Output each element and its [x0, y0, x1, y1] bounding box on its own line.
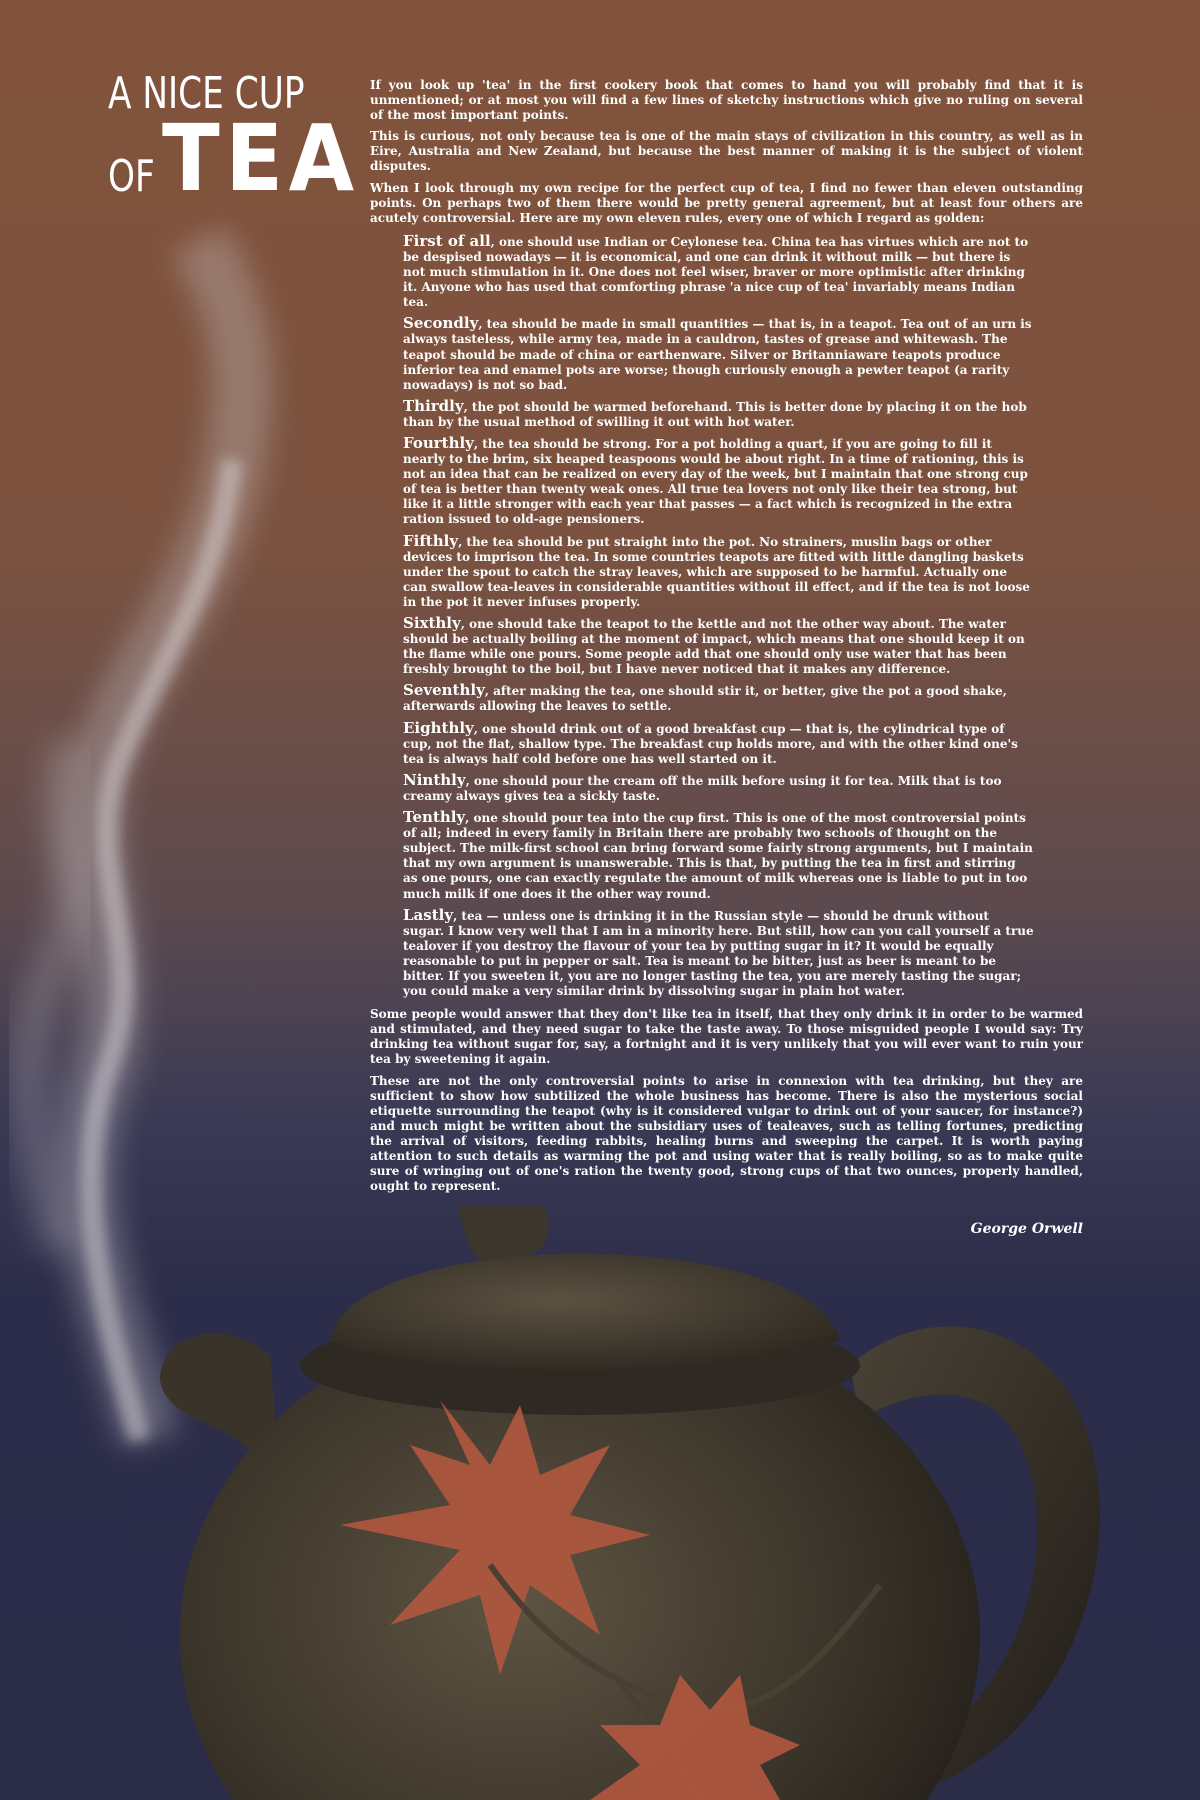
title-tea: TEA [161, 105, 360, 212]
rule-item [403, 396, 1034, 430]
rule-text: , one should take the teapot to the kettle and not the other way about. The water should be actually boiling at the moment of impact, which means that one should keep it on the flame while one pours. Some people add that one should only use water that has been freshly brought to the boil, but I have never noticed that it makes any difference. [403, 617, 1025, 677]
intro-paragraph: If you look up 'tea' in the first cookery book that comes to hand you will probably find that it is unmentioned; or at most you will find a few lines of sketchy instructions which give no ruling on several of the most important points. [370, 78, 1083, 123]
title-line-nice-cup: A NICE CUP [108, 68, 305, 119]
rule-item [403, 316, 1034, 392]
rule-item [403, 770, 1034, 804]
rule-lead: Lastly [403, 905, 454, 924]
article-body [370, 78, 1083, 1237]
rule-item [403, 810, 1034, 902]
rule-item [403, 718, 1034, 767]
rule-lead: Ninthly [403, 770, 466, 789]
rule-text: , the tea should be put straight into the pot. No strainers, muslin bags or other devices to imprison the tea. In some countries teapots are fitted with little dangling baskets under the spout to catch the stray leaves, which are supposed to be harmful. Actually one can swallow tea-leaves in considerable quantities without ill effect, and if the tea is not loose in the pot it never infuses properly. [403, 534, 1030, 609]
rule-lead: Secondly [403, 314, 479, 333]
intro-paragraph: When I look through my own recipe for the perfect cup of tea, I find no fewer than eleven outstanding points. On perhaps two of them there would be pretty general agreement, but at least four others are acutely controversial. Here are my own eleven rules, every one of which I regard as golden: [370, 180, 1083, 225]
rule-lead: Sixthly [403, 614, 461, 632]
rule-item [403, 616, 1034, 677]
rule-text: , tea should be made in small quantities — that is, in a teapot. Tea out of an urn is always tasteless, while army tea, made in a cauldron, tastes of grease and whitewash. The teapot should be made of china or earthenware. Silver or Britanniaware teapots produce inferior tea and enamel pots are worse; though curiously enough a pewter teapot (a rarity nowadays) is not so bad. [403, 317, 1032, 392]
rule-item [403, 231, 1034, 310]
rule-text: , one should pour the cream off the milk before using it for tea. Milk that is too creamy always gives tea a sickly taste. [403, 773, 1002, 803]
rule-text: , one should drink out of a good breakfast cup — that is, the cylindrical type of cup, not the flat, shallow type. The breakfast cup holds more, and with the other kind one's tea is always half cold before one has well started on it. [403, 721, 1018, 766]
rule-lead: First of all [403, 231, 491, 250]
closing-paragraph: These are not the only controversial points to arise in connexion with tea drinking, but they are sufficient to show how subtilized the whole business has become. There is also the mysterious social etiquette surrounding the teapot (why is it considered vulgar to drink out of your saucer, for instance?) and much might be written about the subsidiary uses of tealeaves, such as telling fortunes, predicting the arrival of visitors, feeding rabbits, healing burns and sweeping the carpet. It is worth paying attention to such details as warming the pot and using water that is really boiling, so as to make quite sure of wringing out of one's ration the twenty good, strong cups of that two ounces, properly handled, ought to represent. [370, 1073, 1083, 1194]
rule-lead: Fourthly [403, 433, 474, 452]
intro-paragraph: This is curious, not only because tea is one of the main stays of civilization in this country, as well as in Eire, Australia and New Zealand, but because the best manner of making it is the subject of violent disputes. [370, 129, 1083, 174]
rule-text: , the tea should be strong. For a pot holding a quart, if you are going to fill it nearly to the brim, six heaped teaspoons would be about right. In a time of rationing, this is not an idea that can be realized on every day of the week, but I maintain that one strong cup of tea is better than twenty weak ones. All true tea lovers not only like their tea strong, but like it a little stronger with each year that passes — a fact which is recognized in the extra ration issued to old-age pensioners. [403, 436, 1028, 527]
poster-title [108, 68, 360, 212]
teapot-illustration [160, 1205, 1150, 1800]
closing-paragraph: Some people would answer that they don't like tea in itself, that they only drink it in order to be warmed and stimulated, and they need sugar to take the taste away. To those misguided people I would say: Try drinking tea without sugar for, say, a fortnight and it is very unlikely that you will ever want to ruin your tea by sweetening it again. [370, 1007, 1083, 1067]
rule-text: , tea — unless one is drinking it in the Russian style — should be drunk without sugar. I know very well that I am in a minority here. But still, how can you call yourself a true tealover if you destroy the flavour of your tea by putting sugar in it? It would be equally reasonable to put in pepper or salt. Tea is meant to be bitter, just as beer is meant to be bitter. If you sweeten it, you are no longer tasting the tea, you are merely tasting the sugar; you could make a very similar drink by dissolving sugar in plain hot water. [403, 908, 1034, 999]
rule-item [403, 531, 1034, 610]
rules-list [370, 231, 1083, 999]
rule-item [403, 433, 1034, 528]
rule-text: , the pot should be warmed beforehand. This is better done by placing it on the hob than by the usual method of swilling it out with hot water. [403, 399, 1027, 429]
rule-text: , one should use Indian or Ceylonese tea. China tea has virtues which are not to be despised nowadays — it is economical, and one can drink it without milk — but there is not much stimulation in it. One does not feel wiser, braver or more optimistic after drinking it. Anyone who has used that comforting phrase 'a nice cup of tea' invariably means Indian tea. [403, 234, 1029, 310]
rule-lead: Seventhly [403, 681, 485, 700]
author-signature: George Orwell [970, 1221, 1083, 1238]
title-line-of-tea [108, 105, 360, 212]
rule-text: , after making the tea, one should stir it, or better, give the pot a good shake, afterwards allowing the leaves to settle. [403, 684, 1007, 714]
rule-lead: Fifthly [403, 531, 459, 550]
rule-lead: Tenthly [403, 808, 466, 827]
rule-text: , one should pour tea into the cup first. This is one of the most controversial points of all; indeed in every family in Britain there are probably two schools of thought on the subject. The milk-first school can bring forward some fairly strong arguments, but I maintain that my own argument is unanswerable. This is that, by putting the tea in first and stirring as one pours, one can exactly regulate the amount of milk whereas one is liable to put in too much milk if one does it the other way round. [403, 811, 1033, 901]
title-of: OF [108, 151, 155, 203]
rule-lead: Eighthly [403, 718, 474, 737]
rule-lead: Thirdly [403, 396, 464, 415]
rule-item [403, 683, 1034, 714]
rule-item [403, 905, 1034, 1000]
